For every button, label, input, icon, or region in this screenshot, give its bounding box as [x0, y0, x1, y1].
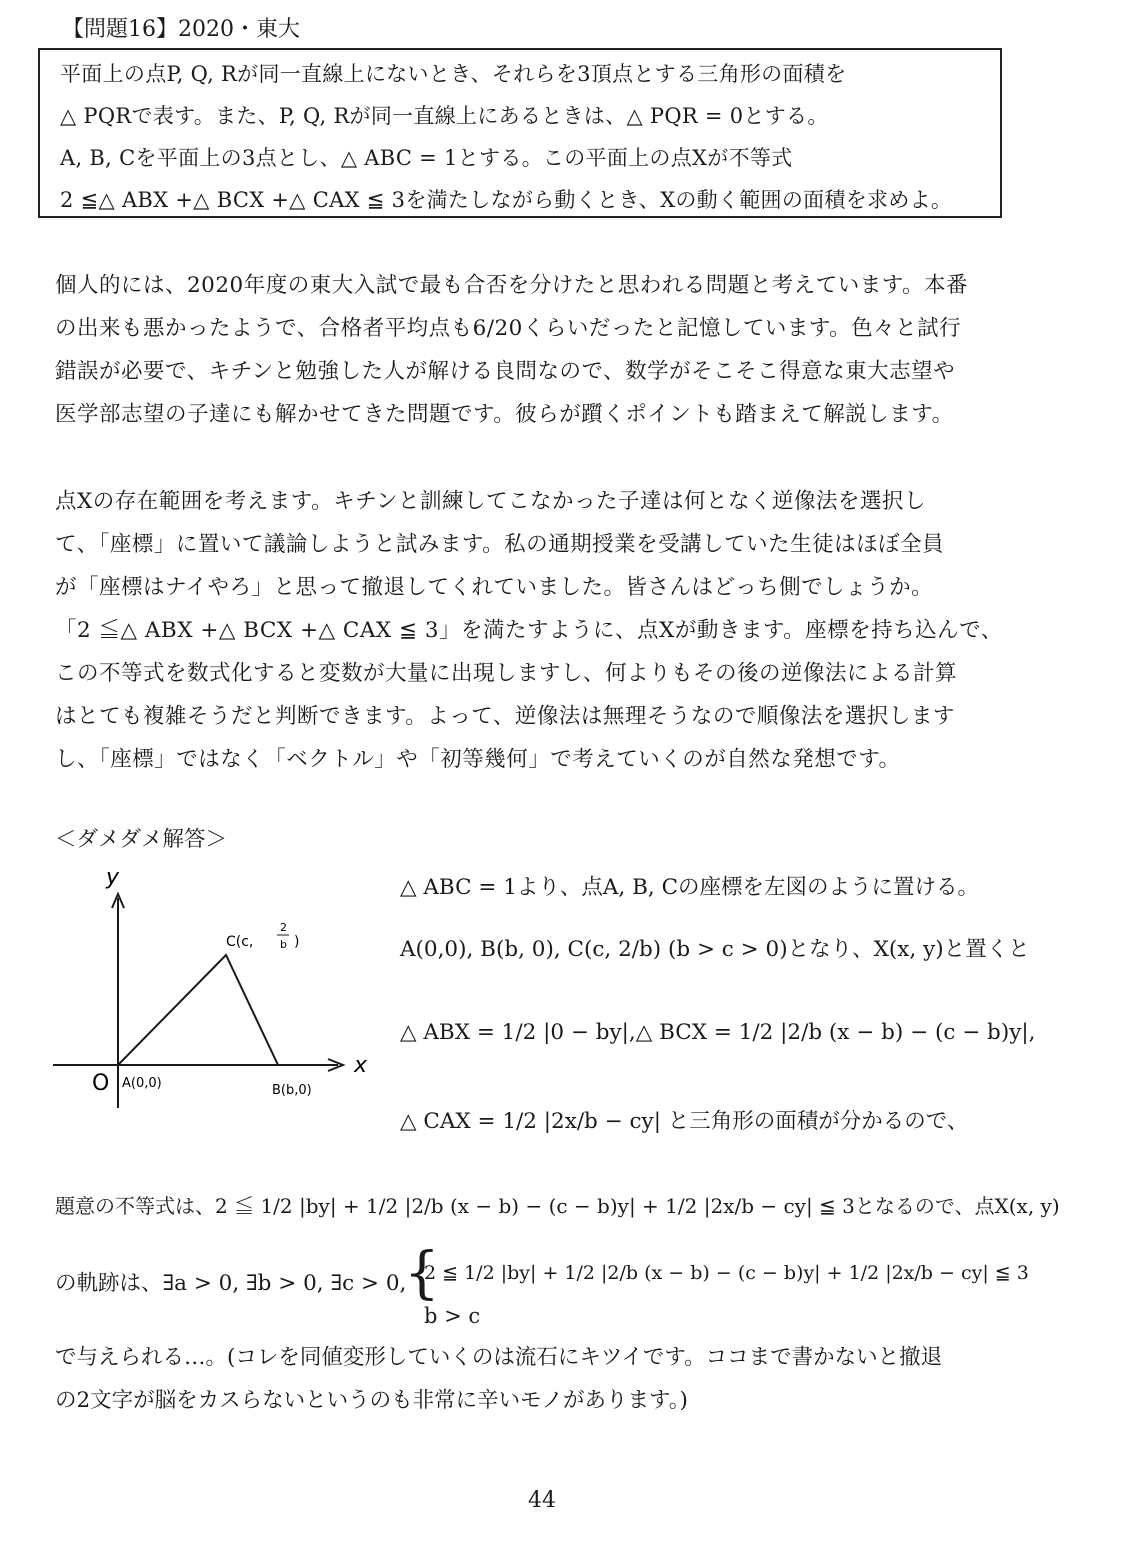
- intro-line: 錯誤が必要で、キチンと勉強した人が解ける良問なので、数学がそこそこ得意な東大志望や: [55, 359, 956, 384]
- x-axis-label: x: [354, 1053, 368, 1078]
- point-c-label-close: ): [294, 934, 300, 950]
- answer-line: △ ABC = 1より、点A, B, Cの座標を左図のように置ける。: [400, 875, 980, 900]
- closing-line: で与えられる…。(コレを同値変形していくのは流石にキツイです。ココまで書かないと撤退: [55, 1345, 943, 1370]
- intro-line: 医学部志望の子達にも解かせてきた問題です。彼らが躓くポイントも踏まえて解説します。: [55, 402, 954, 427]
- problem-line: 平面上の点P, Q, Rが同一直線上にないとき、それらを3頂点とする三角形の面積を: [60, 62, 847, 86]
- y-axis-label: y: [106, 868, 120, 890]
- bad-answer-heading: ＜ダメダメ解答＞: [55, 827, 228, 852]
- discussion-line: し、「座標」ではなく「ベクトル」や「初等幾何」で考えていくのが自然な発想です。: [55, 747, 901, 772]
- discussion-line: はとても複雑そうだと判断できます。よって、逆像法は無理そうなので順像法を選択します: [55, 704, 955, 729]
- point-c-label: C(c,: [226, 934, 254, 950]
- discussion-line: が「座標はナイやろ」と思って撤退してくれていました。皆さんはどっち側でしょうか。: [55, 575, 934, 600]
- locus-intro: の軌跡は、∃a > 0, ∃b > 0, ∃c > 0,: [55, 1271, 407, 1296]
- inequality-line: 題意の不等式は、2 ≦ 1/2 |by| + 1/2 |2/b (x − b) − (c − b)y| + 1/2 |2x/b − cy| ≦ 3となるので、点X(x, y): [55, 1194, 1060, 1218]
- intro-line: 個人的には、2020年度の東大入試で最も合否を分けたと思われる問題と考えています。本番: [55, 273, 969, 298]
- locus-system-line: b > c: [424, 1304, 481, 1328]
- point-a-label: A(0,0): [122, 1076, 162, 1091]
- triangle-abc: [118, 955, 278, 1065]
- page-number: 44: [528, 1488, 556, 1513]
- problem-line: 2 ≦△ ABX +△ BCX +△ CAX ≦ 3を満たしながら動くとき、Xの動く範囲の面積を求めよ。: [60, 188, 953, 212]
- discussion-line: 「2 ≦△ ABX +△ BCX +△ CAX ≦ 3」を満たすように、点Xが動きます。座標を持ち込んで、: [55, 618, 1003, 643]
- discussion-line: て、「座標」に置いて議論しようと試みます。私の通期授業を受講していた生徒はほぼ全員: [55, 532, 945, 557]
- point-b-label: B(b,0): [272, 1083, 312, 1098]
- point-c-frac-num: 2: [280, 921, 287, 934]
- problem-line: △ PQRで表す。また、P, Q, Rが同一直線上にあるときは、△ PQR = 0とする。: [60, 104, 829, 128]
- intro-line: の出来も悪かったようで、合格者平均点も6/20くらいだったと記憶しています。色々と試行: [55, 316, 962, 341]
- problem-header: 【問題16】2020・東大: [62, 17, 300, 42]
- discussion-line: 点Xの存在範囲を考えます。キチンと訓練してこなかった子達は何となく逆像法を選択し: [55, 489, 927, 514]
- origin-label: O: [92, 1071, 110, 1096]
- problem-statement-box: [38, 48, 1002, 218]
- problem-line: A, B, Cを平面上の3点とし、△ ABC = 1とする。この平面上の点Xが不等式: [60, 146, 793, 170]
- coordinate-diagram: [48, 868, 388, 1118]
- closing-line: の2文字が脳をカスらないというのも非常に辛いモノがあります。): [55, 1388, 688, 1413]
- system-brace: {: [404, 1241, 440, 1306]
- point-c-frac-den: b: [280, 938, 287, 951]
- locus-system-line: 2 ≦ 1/2 |by| + 1/2 |2/b (x − b) − (c − b)y| + 1/2 |2x/b − cy| ≦ 3: [424, 1262, 1029, 1284]
- answer-line: △ ABX = 1/2 |0 − by|,△ BCX = 1/2 |2/b (x − b) − (c − b)y|,: [400, 1020, 1036, 1045]
- answer-line: A(0,0), B(b, 0), C(c, 2/b) (b > c > 0)となり、X(x, y)と置くと: [400, 937, 1030, 962]
- discussion-line: この不等式を数式化すると変数が大量に出現しますし、何よりもその後の逆像法による計算: [55, 661, 958, 686]
- answer-line: △ CAX = 1/2 |2x/b − cy| と三角形の面積が分かるので、: [400, 1109, 969, 1134]
